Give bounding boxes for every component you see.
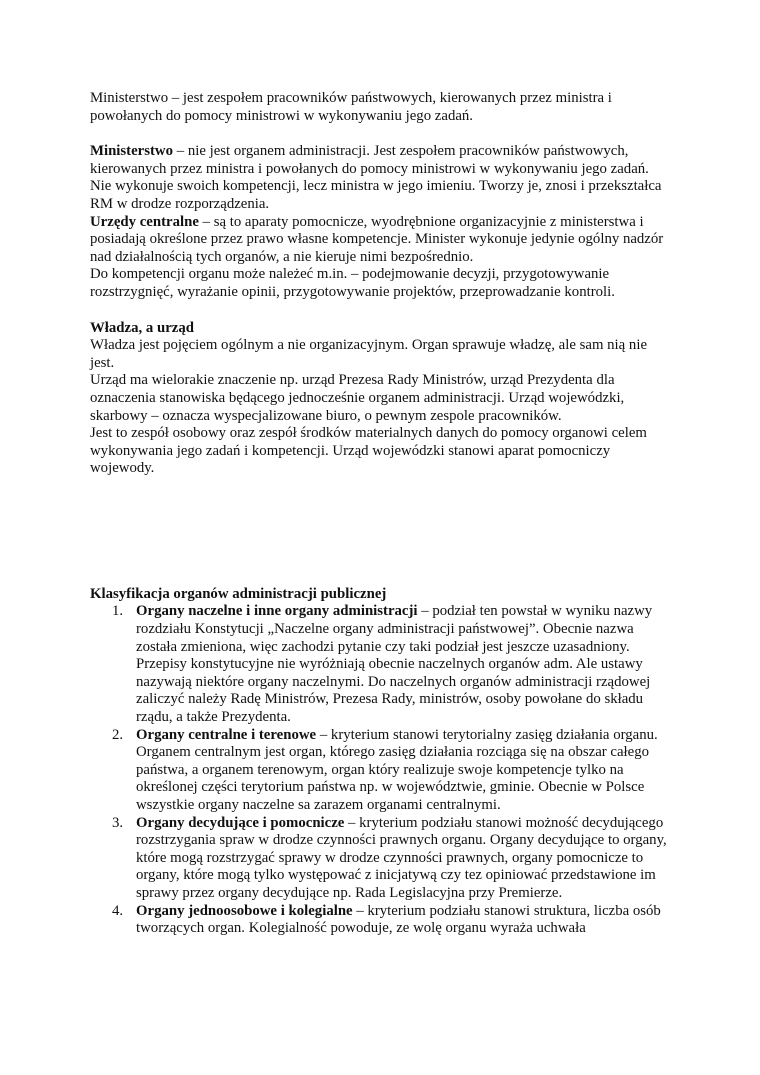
urzedy-text: – są to aparaty pomocnicze, wyodrębnione organizacyjnie z ministerstwa i posiadają określone przez prawo własne kompetencje. Minister wykonuje jedynie ogólny nadzór nad działalnością tych organów, a nie kieruje nimi bezpośrednio.: [90, 213, 664, 265]
wladza-paragraph-1: Władza jest pojęciem ogólnym a nie organizacyjnym. Organ sprawuje władzę, ale sam nią nie jest.: [90, 337, 648, 371]
list-item-term: Organy centralne i terenowe: [136, 726, 317, 743]
kompetencje-paragraph: Do kompetencji organu może należeć m.in. – podejmowanie decyzji, przygotowywanie rozstrzygnięć, wyrażanie opinii, przygotowywanie projektów, przeprowadzanie kontroli.: [90, 266, 615, 300]
list-item-text: – kryterium podziału stanowi struktura, liczba osób tworzących organ. Kolegialność powoduje, ze wolę organu wyraża uchwała: [136, 902, 661, 937]
spacer: [90, 302, 672, 320]
list-item-text: – kryterium stanowi terytorialny zasięg działania organu. Organem centralnym jest organ, którego zasięg działania rozciąga się na obszar całego państwa, a organem terenowym, organ który realizuje swoje kompetencje tylko na określonej części terytorium państwa np. w województwie, gminie. Obecnie w Polsce wszystkie organy naczelne sa zarazem organami centralnymi.: [136, 726, 658, 813]
intro-paragraph: Ministerstwo – jest zespołem pracowników państwowych, kierowanych przez ministra i powołanych do pomocy ministrowi w wykonywaniu jego zadań.: [90, 90, 612, 124]
list-item: [90, 903, 672, 938]
list-item-number: 2.: [112, 726, 124, 743]
wladza-paragraph-2: Urząd ma wielorakie znaczenie np. urząd Prezesa Rady Ministrów, urząd Prezydenta dla oznaczenia stanowiska będącego jednocześnie organem administracji. Urząd wojewódzki, skarbowy – oznacza wyspecjalizowane biuro, o pewnym zespole pracowników.: [90, 372, 625, 424]
list-item-term: Organy naczelne i inne organy administracji: [136, 603, 418, 620]
wladza-heading: Władza, a urząd: [90, 319, 194, 336]
list-item: [90, 815, 672, 903]
list-item-text: – kryterium podziału stanowi możność decydującego rozstrzygania spraw w drodze czynności prawnych organu. Organy decydujące to organy, które mogą rozstrzygać sprawy w drodze czynności prawnych, organy pomocnicze to organy, które mogą tylko występować z inicjatywą czy tez opiniować przedstawione im sprawy przez organy decydujące np. Rada Legislacyjna przy Premierze.: [136, 814, 667, 901]
urzedy-term: Urzędy centralne: [90, 213, 199, 230]
list-item-number: 1.: [112, 603, 124, 620]
klasyfikacja-list: [90, 603, 672, 937]
list-item: [90, 603, 672, 726]
list-item-number: 4.: [112, 902, 124, 919]
klasyfikacja-heading: Klasyfikacja organów administracji publicznej: [90, 585, 387, 602]
spacer: [90, 125, 672, 143]
list-item-term: Organy jednoosobowe i kolegialne: [136, 902, 353, 919]
ministerstwo-term: Ministerstwo: [90, 143, 174, 160]
ministerstwo-paragraph: [90, 143, 672, 213]
list-item-term: Organy decydujące i pomocnicze: [136, 814, 345, 831]
list-item-number: 3.: [112, 814, 124, 831]
wladza-paragraph-3: Jest to zespół osobowy oraz zespół środków materialnych danych do pomocy organowi celem wykonywania jego zadań i kompetencji. Urząd wojewódzki stanowi aparat pomocniczy wojewody.: [90, 425, 647, 477]
spacer: [90, 478, 672, 586]
urzedy-paragraph: [90, 214, 672, 267]
list-item-text: – podział ten powstał w wyniku nazwy rozdziału Konstytucji „Naczelne organy administracji państwowej”. Obecnie nazwa została zmieniona, więc zachodzi pytanie czy taki podział jest jeszcze uzasadniony. Przepisy konstytucyjne nie wyróżniają obecnie naczelnych organów adm. Ale ustawy nazywają niektóre organy naczelnymi. Do naczelnych organów administracji rządowej zaliczyć należy Radę Ministrów, Prezesa Rady, ministrów, osoby powołane do składu rządu, a także Prezydenta.: [136, 603, 653, 726]
list-item: [90, 727, 672, 815]
ministerstwo-text: – nie jest organem administracji. Jest zespołem pracowników państwowych, kierowanych przez ministra i powołanych do pomocy ministrowi w wykonywaniu jego zadań. Nie wykonuje swoich kompetencji, lecz ministra w jego imieniu. Tworzy je, znosi i przekształca RM w drodze rozporządzenia.: [90, 143, 662, 212]
